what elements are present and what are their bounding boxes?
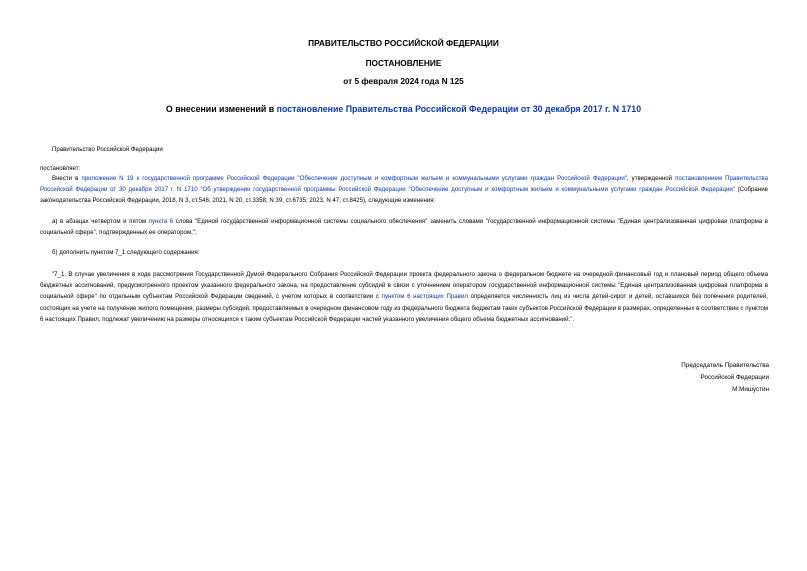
government-heading: ПРАВИТЕЛЬСТВО РОССИЙСКОЙ ФЕДЕРАЦИИ <box>308 38 499 48</box>
appendix-19-link[interactable]: приложение N 19 к государственной программе Российской Федерации "Обеспечение доступным и комфортным жильем и коммунальными услугами граждан Российской Федерации" <box>81 175 627 182</box>
point-6-rules-link[interactable]: пунктом 6 настоящих Правил <box>381 293 468 301</box>
para1-text-3: (Собрание законодательства Российской Федерации, 2018, N 3, ст.546; 2021, N 20, ст.3358; N 39, ст.6735; 2023, N 47, ст.8425), следующие изменения: <box>40 186 768 205</box>
title-link[interactable]: постановление Правительства Российской Федерации от 30 декабря 2017 г. N 1710 <box>276 104 642 114</box>
paragraph-7-1-quote <box>40 269 768 325</box>
para1-text-1: Внести в <box>52 175 82 182</box>
point-6-link[interactable]: пункта 6 <box>148 218 174 225</box>
document-title <box>0 104 807 114</box>
para1-text-2: , утвержденной <box>626 175 676 182</box>
para-a-text-2: слова "Единой государственной информационной системы социального обеспечения" заменить словами "государственной информационной системы "Единая централизованная цифровая платформа в социальной сфере", подтвержденных ее оператором,"; <box>40 218 768 237</box>
resolution-1710-link[interactable]: постановлением Правительства Российской Федерации от 30 декабря 2017 г. N 1710 "Об утверждении государственной программы Российской Федерации "Обеспечение доступным и комфортным жильем и коммунальными услугами граждан Российской Федерации" <box>40 175 768 194</box>
signature-position-line2: Российской Федерации <box>700 373 769 381</box>
signature-position-line1: Председатель Правительства <box>681 362 769 369</box>
decree-text: постановляет: <box>40 165 81 172</box>
paragraph-amendments-intro <box>40 173 768 207</box>
paragraph-b: б) дополнить пунктом 7_1 следующего содержания: <box>52 249 200 256</box>
title-prefix: О внесении изменений в <box>165 104 277 114</box>
issuer-text: Правительство Российской Федерации <box>52 146 163 153</box>
signature-block <box>681 360 769 395</box>
quote-text-2: определяется численность лиц из числа детей-сирот и детей, оставшихся без попечения родителей, состоящих на учете на получение жилого помещения, размеры субсидий, предоставляемых в очередном финансовом году из федерального бюджета бюджетам таких субъектов Российской Федерации в размерах, определенных в соответствии с пунктом 6 настоящих Правил, подлежат увеличению на размеры относящихся к таким субъектам Российской Федерации частей указанного увеличения общего объема бюджетных ассигнований.". <box>40 293 768 323</box>
quote-text-1: "7_1. В случае увеличения в ходе рассмотрения Государственной Думой Федерального Собрания Российской Федерации проекта федерального закона о федеральном бюджете на очередной финансовый год и плановый период общего объема бюджетных ассигнований, предусмотренного проектом указанного федерального закона, на предоставление субсидий в связи с уточнением оператором государственной информационной системы "Единая централизованная цифровая платформа в социальной сфере" по отдельным субъектам Российской Федерации сведений, с учетом которых в соответствии с <box>40 271 768 301</box>
paragraph-a <box>40 216 768 238</box>
para-a-text-1: а) в абзацах четвертом и пятом <box>52 218 149 225</box>
document-type-heading: ПОСТАНОВЛЕНИЕ <box>365 58 442 68</box>
signature-name: М.Мишустин <box>732 385 769 393</box>
date-number-heading: от 5 февраля 2024 года N 125 <box>343 76 464 86</box>
